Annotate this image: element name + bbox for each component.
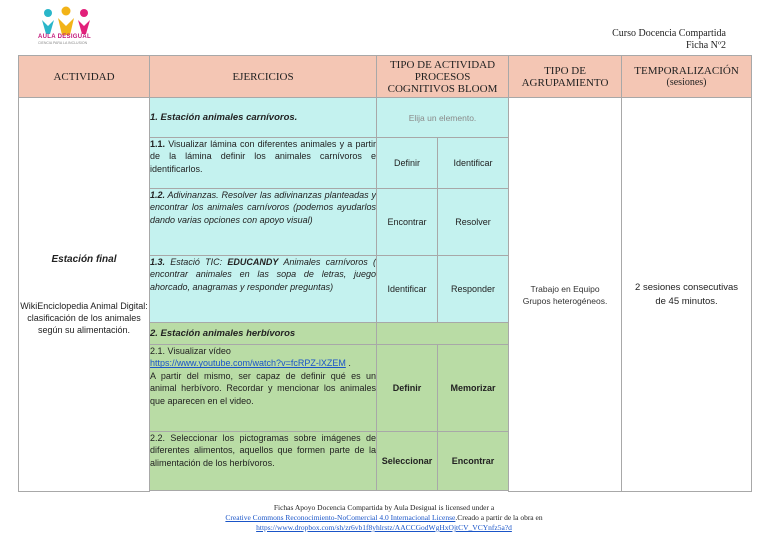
exercise-1-3-type: Identificar [377,256,438,323]
logo-tagline: CIENCIA PARA LA INCLUSION [38,41,88,45]
exercise-1-1-process: Identificar [438,138,509,189]
activity-title: Estación final [51,253,117,265]
exercise-1-2: 1.2. Adivinanzas. Resolver las adivinanzas planteadas y encontrar los animales carnívoros (podemos ayudarlos dando varias opciones con apoyo visual) [150,189,377,256]
col-header-agrupamiento: TIPO DE AGRUPAMIENTO [509,56,622,98]
document-header [612,28,726,52]
exercise-2-1-type: Definir [377,345,438,432]
table-row [19,98,752,138]
bloom-dropdown[interactable]: Elija un elemento. [377,98,509,138]
license-footer: Fichas Apoyo Docencia Compartida by Aula Desigual is licensed under a Creative Commons Reconocimiento-NoComercial 4.0 Internacional License.Creado a partir de la obra en https://www.dropbox.com/sh/zr6vb1f8yhlrstz/AACCGodWgHxOjtCV_VCYnfz5a?d [225,503,543,532]
license-link[interactable]: Creative Commons Reconocimiento-NoComercial 4.0 Internacional License [225,513,456,522]
activity-description: WikiEnciclopedia Animal Digital: clasificación de los animales según su alimentación. [20,300,148,335]
exercise-1-2-process: Resolver [438,189,509,256]
exercise-1-1: 1.1. Visualizar lámina con diferentes animales y a partir de la lámina definir los animales carnívoros e identificarlos. [150,138,377,189]
exercise-2-1: 2.1. Visualizar vídeo https://www.youtube.com/watch?v=fcRPZ-lXZEM . A partir del mismo, ser capaz de definir qué es un animal herbívoro. Recordar y mencionar los animales que aparecen en el video. [150,345,377,432]
exercise-2-2: 2.2. Seleccionar los pictogramas sobre imágenes de diferentes alimentos, aquellos que formen parte de la alimentación de los herbívoros. [150,432,377,491]
col-header-tipo-actividad: TIPO DE ACTIVIDAD PROCESOS COGNITIVOS BLOOM [377,56,509,98]
exercise-2-1-process: Memorizar [438,345,509,432]
station-2-title: 2. Estación animales herbívoros [150,323,377,345]
exercise-1-1-type: Definir [377,138,438,189]
col-header-actividad: ACTIVIDAD [19,56,150,98]
dropbox-link[interactable]: https://www.dropbox.com/sh/zr6vb1f8yhlrstz/AACCGodWgHxOjtCV_VCYnfz5a?d [256,523,512,532]
header-row [19,56,752,98]
exercise-1-3-process: Responder [438,256,509,323]
activity-cell [19,98,150,492]
empty-cell [377,323,509,345]
col-header-ejercicios: EJERCICIOS [150,56,377,98]
sheet-number: Ficha Nº2 [685,40,726,51]
grouping-cell: Trabajo en Equipo Grupos heterogéneos. [509,98,622,492]
course-title: Curso Docencia Compartida [612,28,726,39]
video-link[interactable]: https://www.youtube.com/watch?v=fcRPZ-lXZEM [150,358,346,369]
col-header-temporalizacion: TEMPORALIZACIÓN (sesiones) [622,56,752,98]
logo-name: AULA DESIGUAL [38,34,92,40]
exercise-2-2-type: Seleccionar [377,432,438,491]
exercise-2-2-process: Encontrar [438,432,509,491]
station-1-title: 1. Estación animales carnívoros. [150,98,377,138]
aula-desigual-logo-icon [36,6,96,46]
activity-table [18,55,752,492]
timing-cell: 2 sesiones consecutivas de 45 minutos. [622,98,752,492]
exercise-1-3: 1.3. Estació TIC: EDUCANDY Animales carnívoros ( encontrar animales en las sopa de letras, juego ahorcado, anagramas y responder preguntas) [150,256,377,323]
exercise-1-2-type: Encontrar [377,189,438,256]
